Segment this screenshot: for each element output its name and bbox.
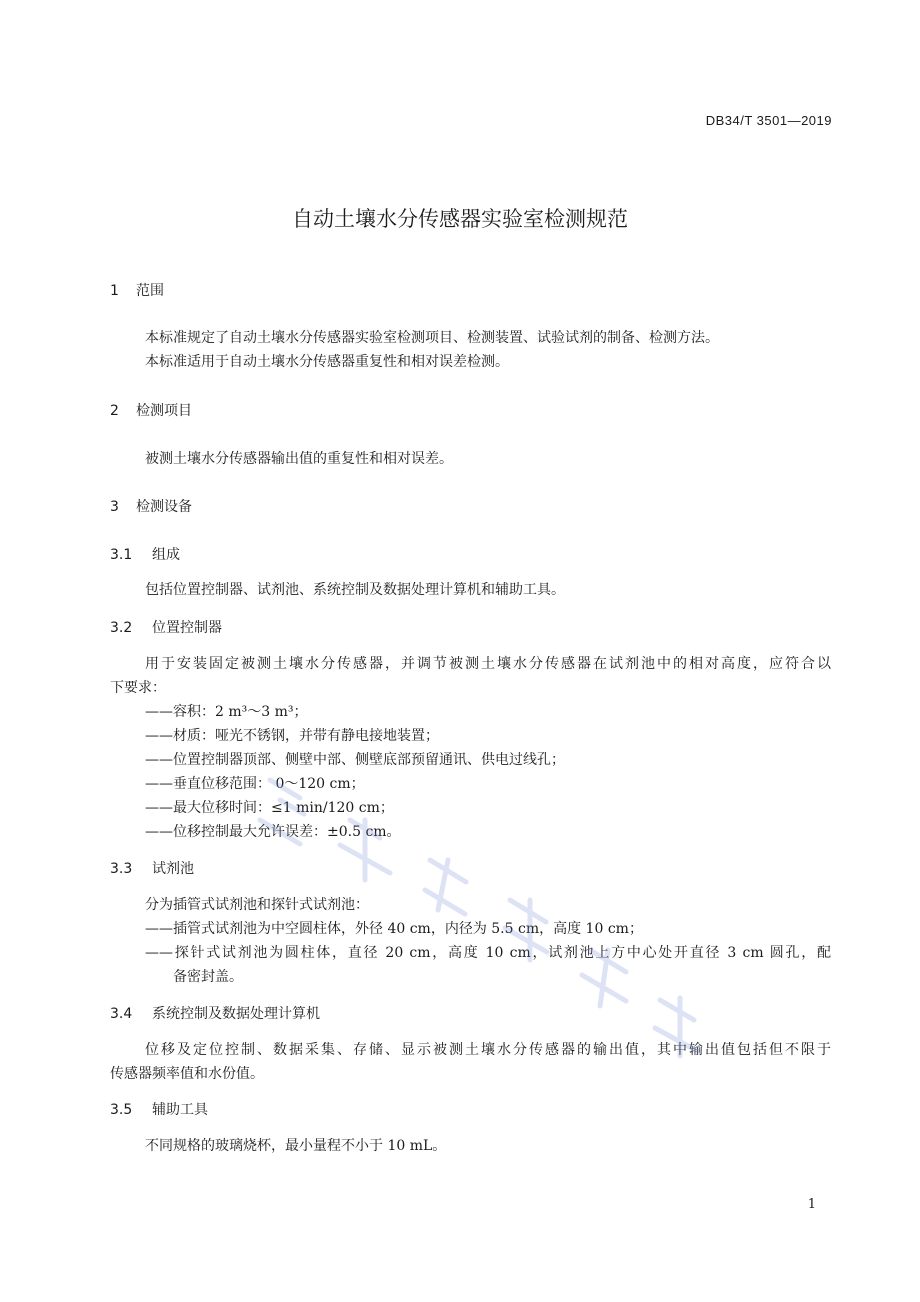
paragraph: 本标准适用于自动土壤水分传感器重复性和相对误差检测。 [145, 354, 509, 370]
document-title: 自动土壤水分传感器实验室检测规范 [292, 207, 628, 231]
list-item: ——位移控制最大允许误差：±0.5 cm。 [145, 824, 401, 840]
section-number: 3.4 [110, 1006, 133, 1022]
section-number: 3.3 [110, 861, 133, 877]
watermark [230, 760, 750, 1090]
paragraph-line: 用于安装固定被测土壤水分传感器，并调节被测土壤水分传感器在试剂池中的相对高度，应符合以 [145, 656, 831, 672]
paragraph: 分为插管式试剂池和探针式试剂池： [145, 897, 369, 913]
page-number: 1 [807, 1197, 816, 1212]
list-item: ——容积：2 m³～3 m³； [145, 704, 308, 720]
paragraph: 包括位置控制器、试剂池、系统控制及数据处理计算机和辅助工具。 [145, 582, 565, 598]
section-title: 试剂池 [152, 861, 194, 877]
section-title: 范围 [136, 283, 164, 299]
section-title: 检测设备 [136, 499, 192, 515]
paragraph-line: 下要求： [110, 680, 166, 696]
subsection-3-2-heading [110, 617, 222, 637]
section-3-heading [110, 496, 192, 516]
paragraph: 被测土壤水分传感器输出值的重复性和相对误差。 [145, 451, 453, 467]
list-item: ——位置控制器顶部、侧壁中部、侧壁底部预留通讯、供电过线孔； [145, 752, 565, 768]
paragraph-line: 位移及定位控制、数据采集、存储、显示被测土壤水分传感器的输出值，其中输出值包括但不限于 [145, 1042, 831, 1058]
section-number: 3.1 [110, 547, 133, 563]
section-title: 系统控制及数据处理计算机 [152, 1006, 320, 1022]
section-title: 组成 [152, 547, 180, 563]
subsection-3-3-heading [110, 858, 194, 878]
list-item-continuation: 备密封盖。 [173, 969, 243, 985]
section-title: 检测项目 [136, 403, 192, 419]
section-number: 3 [110, 499, 119, 515]
subsection-3-1-heading [110, 544, 180, 564]
section-number: 2 [110, 403, 119, 419]
section-2-heading [110, 400, 192, 420]
paragraph: 不同规格的玻璃烧杯，最小量程不小于 10 mL。 [145, 1138, 447, 1154]
list-item: ——探针式试剂池为圆柱体，直径 20 cm，高度 10 cm，试剂池上方中心处开直径 3 cm 圆孔，配 [145, 945, 831, 961]
section-number: 3.2 [110, 620, 133, 636]
paragraph: 本标准规定了自动土壤水分传感器实验室检测项目、检测装置、试验试剂的制备、检测方法。 [145, 330, 719, 346]
list-item: ——材质：哑光不锈钢，并带有静电接地装置； [145, 728, 439, 744]
list-item: ——插管式试剂池为中空圆柱体，外径 40 cm，内径为 5.5 cm，高度 10 cm； [145, 921, 643, 937]
document-number: DB34/T 3501—2019 [705, 113, 832, 128]
section-1-heading [110, 280, 164, 300]
list-item: ——最大位移时间：≤1 min/120 cm； [145, 800, 394, 816]
section-title: 位置控制器 [152, 620, 222, 636]
list-item: ——垂直位移范围： 0～120 cm； [145, 776, 365, 792]
subsection-3-5-heading [110, 1099, 208, 1119]
section-number: 3.5 [110, 1102, 133, 1118]
section-number: 1 [110, 283, 119, 299]
paragraph-line: 传感器频率值和水份值。 [110, 1066, 264, 1082]
section-title: 辅助工具 [152, 1102, 208, 1118]
